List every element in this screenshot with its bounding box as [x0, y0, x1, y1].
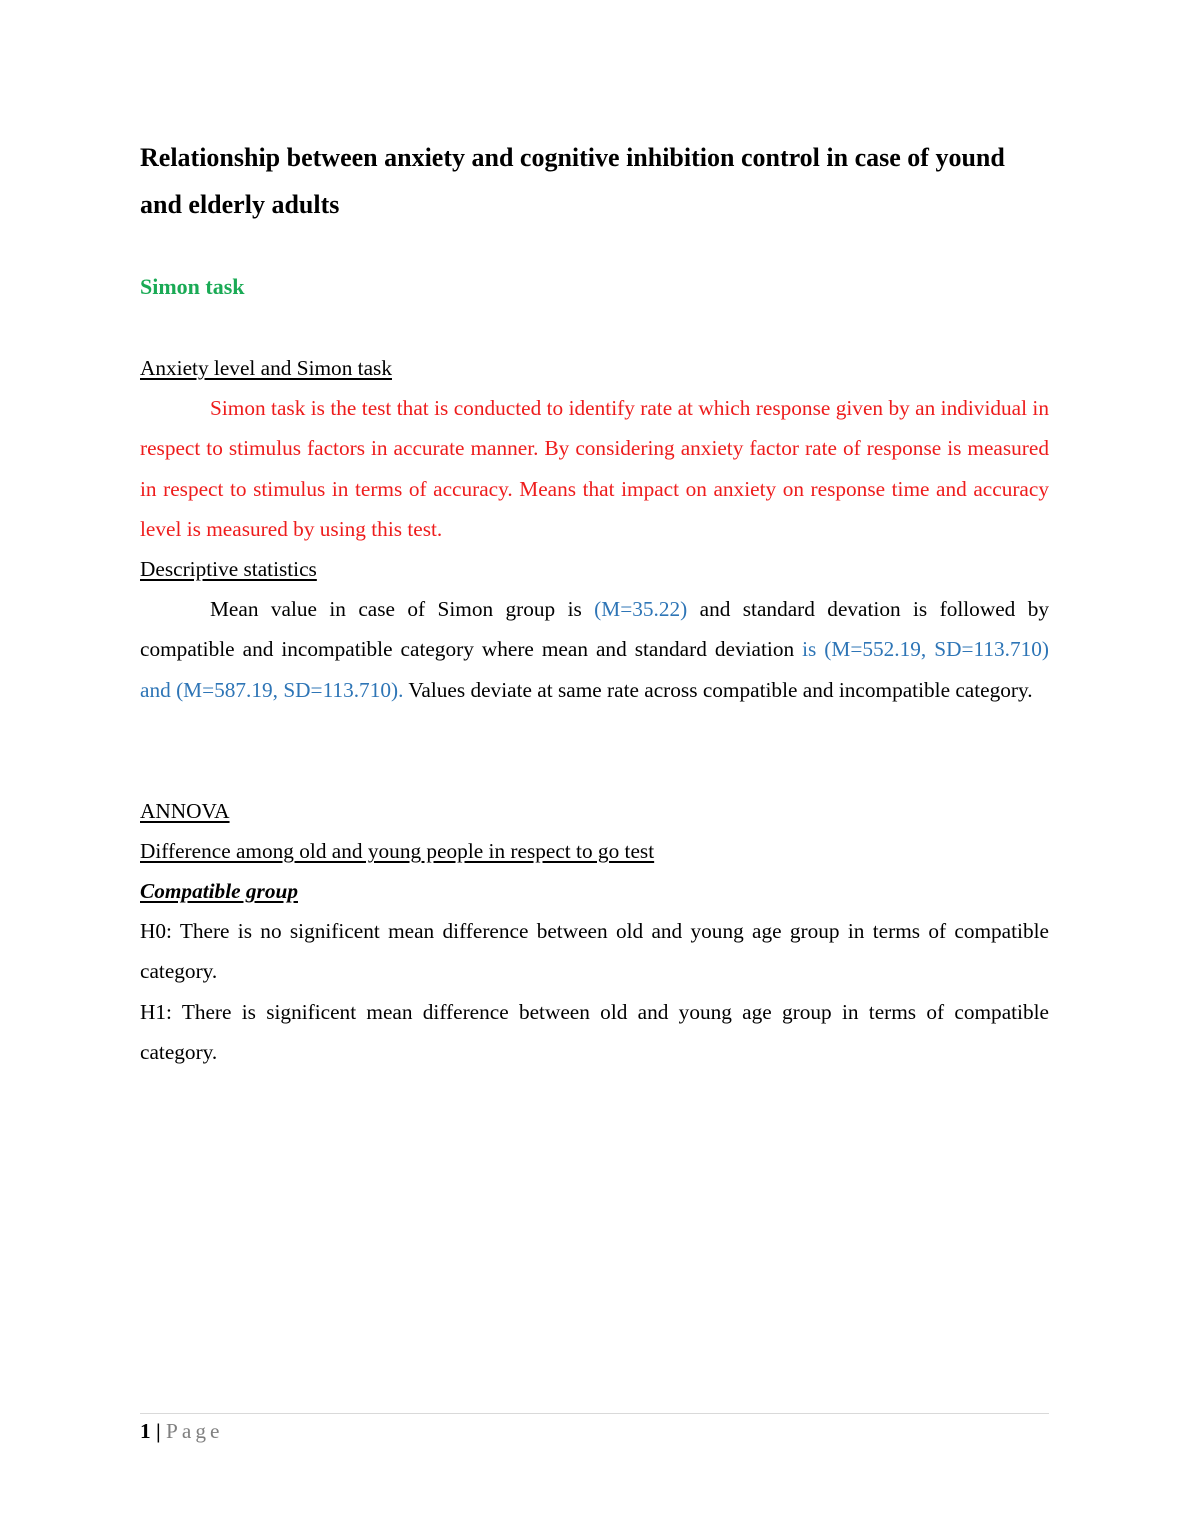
descriptive-text-part2: and standard devation is followed by compatible and incompatible category where mean and standard deviation [140, 597, 1049, 662]
page-label: Page [166, 1419, 224, 1443]
simon-mean-stat: (M=35.22) [594, 597, 688, 621]
document-page [140, 0, 1049, 1540]
anxiety-simon-heading: Anxiety level and Simon task [140, 356, 392, 380]
descriptive-paragraph [140, 589, 1049, 710]
compatible-group-heading [140, 871, 1049, 911]
descriptive-text-part3: Values deviate at same rate across compatible and incompatible category. [403, 677, 1033, 702]
hypothesis-h0: H0: There is no significent mean difference between old and young age group in terms of compatible category. [140, 919, 1049, 984]
anxiety-paragraph: Simon task is the test that is conducted to identify rate at which response given by an individual in respect to stimulus factors in accurate manner. By considering anxiety factor rate of response is measured in respect to stimulus in terms of accuracy. Means that impact on anxiety on response time and accuracy level is measured by using this test. [140, 396, 1049, 541]
page-footer [140, 1416, 223, 1446]
hypothesis-h1: H1: There is significent mean difference between old and young age group in terms of compatible category. [140, 1000, 1049, 1065]
compatible-group-label: Compatible group [140, 879, 298, 903]
descriptive-text-part1: Mean value in case of Simon group is [210, 597, 595, 621]
descriptive-statistics-heading: Descriptive statistics [140, 557, 317, 581]
compatible-incompatible-stats: is (M=552.19, SD=113.710) and (M=587.19, SD=113.710). [140, 637, 1049, 702]
annova-heading: ANNOVA [140, 799, 230, 823]
document-title: Relationship between anxiety and cognitive inhibition control in case of yound and elderly adults [140, 143, 1005, 219]
difference-heading: Difference among old and young people in respect to go test [140, 839, 655, 863]
page-number: 1 [140, 1419, 151, 1443]
page-separator: | [155, 1419, 161, 1443]
section-heading-simon-task: Simon task [140, 274, 245, 299]
footer-divider [140, 1413, 1049, 1414]
